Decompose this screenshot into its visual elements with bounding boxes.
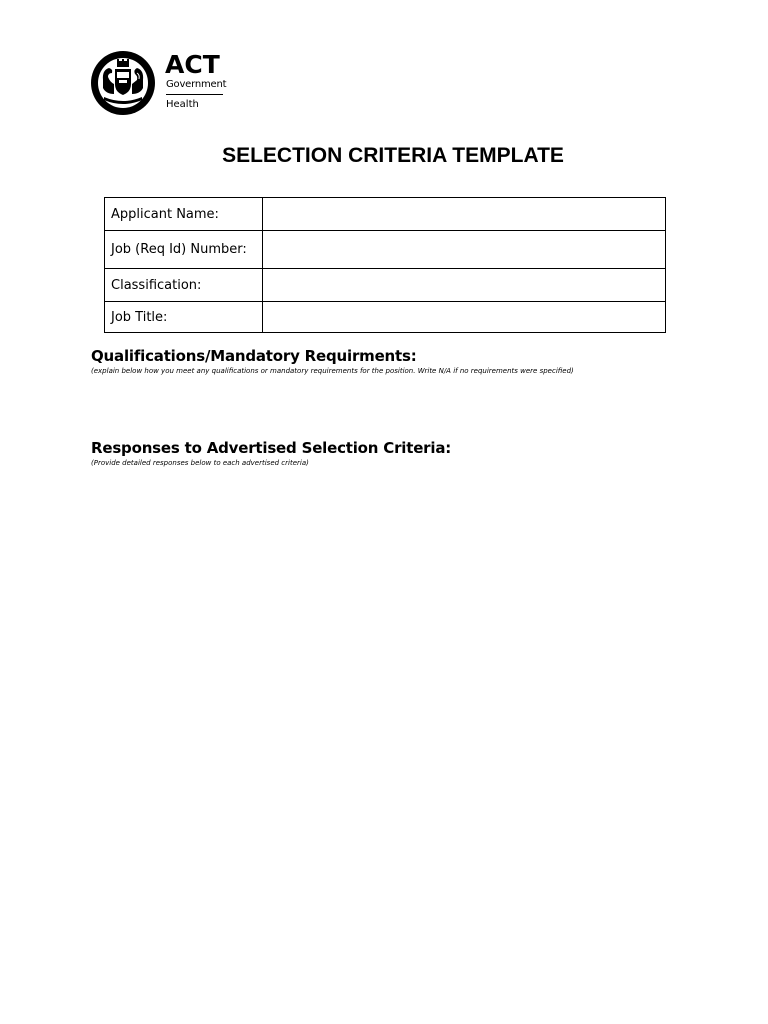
act-coat-of-arms-icon <box>90 50 156 116</box>
qualifications-note: (explain below how you meet any qualifications or mandatory requirements for the position. Write N/A if no requirements were specified) <box>91 367 574 375</box>
job-number-field[interactable] <box>263 231 666 269</box>
table-row <box>105 231 666 269</box>
responses-note: (Provide detailed responses below to each advertised criteria) <box>91 459 309 467</box>
applicant-name-label: Applicant Name: <box>105 198 263 231</box>
job-number-label: Job (Req Id) Number: <box>105 231 263 269</box>
act-health-logo <box>90 50 230 116</box>
logo-divider <box>166 94 223 95</box>
applicant-name-field[interactable] <box>263 198 666 231</box>
responses-heading: Responses to Advertised Selection Criteria: <box>91 439 452 457</box>
qualifications-heading: Qualifications/Mandatory Requirments: <box>91 347 417 365</box>
job-title-label: Job Title: <box>105 302 263 333</box>
table-row <box>105 198 666 231</box>
logo-health: Health <box>166 99 199 110</box>
table-row <box>105 269 666 302</box>
page-title: SELECTION CRITERIA TEMPLATE <box>222 144 564 167</box>
logo-government: Government <box>166 79 227 90</box>
classification-field[interactable] <box>263 269 666 302</box>
applicant-details-table <box>104 197 666 333</box>
logo-act: ACT <box>165 50 220 79</box>
classification-label: Classification: <box>105 269 263 302</box>
table-row <box>105 302 666 333</box>
job-title-field[interactable] <box>263 302 666 333</box>
